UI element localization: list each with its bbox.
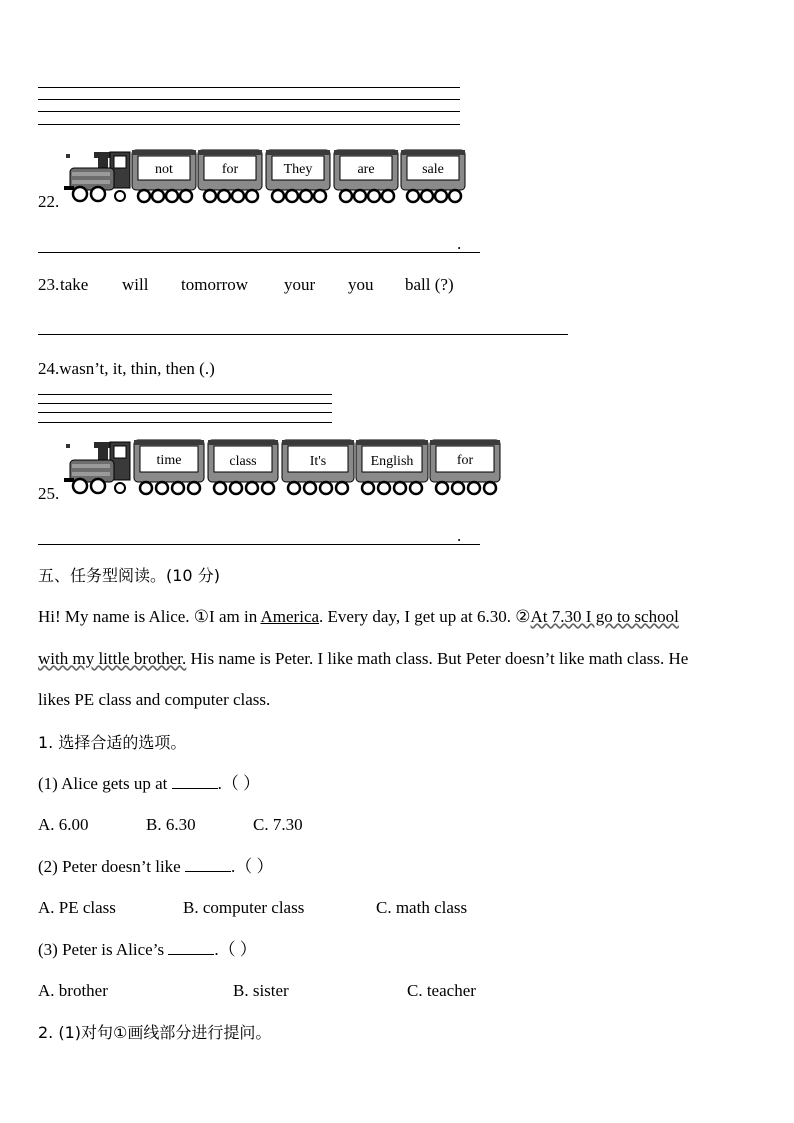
answer-blank[interactable] — [168, 940, 214, 955]
q2-option-a[interactable]: A. PE class — [38, 898, 116, 917]
task1-title: 1. 选择合适的选项。 — [38, 733, 187, 752]
q25-end-mark: . — [457, 526, 462, 545]
q22-word-1: not — [155, 162, 173, 177]
question-3-stem: (3) Peter is Alice’s .（ ） — [38, 940, 257, 959]
q25-word-4: English — [370, 454, 414, 469]
q23-word-1: take — [60, 275, 89, 294]
q3-option-a[interactable]: A. brother — [38, 981, 108, 1000]
passage-p1a: Hi! My name is Alice. ①I am in — [38, 607, 261, 626]
question-2-stem: (2) Peter doesn’t like .（ ） — [38, 857, 274, 876]
locomotive-icon — [64, 152, 130, 201]
q22-train — [58, 146, 470, 208]
q22-end-mark: . — [457, 234, 462, 253]
q3-option-b[interactable]: B. sister — [233, 981, 289, 1000]
q25-word-2: class — [229, 454, 257, 469]
q1-option-b[interactable]: B. 6.30 — [146, 815, 196, 834]
writing-line — [38, 422, 332, 423]
q22-word-5: sale — [422, 162, 444, 177]
q1-option-a[interactable]: A. 6.00 — [38, 815, 89, 834]
passage-p1b: . Every day, I get up at 6.30. ② — [319, 607, 531, 626]
writing-line — [38, 87, 460, 88]
q22-word-2: for — [221, 162, 239, 177]
passage-line-1 — [38, 607, 679, 627]
q24-line: 24.wasn’t, it, thin, then (.) — [38, 359, 215, 378]
q2-option-b[interactable]: B. computer class — [183, 898, 305, 917]
writing-line — [38, 111, 460, 112]
writing-line — [38, 124, 460, 125]
q2-option-c[interactable]: C. math class — [376, 898, 468, 917]
q23-answer-line[interactable] — [38, 334, 568, 335]
writing-line — [38, 412, 332, 413]
q25-number: 25. — [38, 484, 60, 503]
q22-answer-line[interactable] — [38, 252, 480, 253]
q22-word-3: They — [283, 162, 313, 177]
q23-word-3: tomorrow — [181, 275, 249, 294]
question-1-stem: (1) Alice gets up at .（ ） — [38, 774, 261, 793]
task2-title: 2. (1)对句①画线部分进行提问。 — [38, 1023, 272, 1042]
q22-number: 22. — [38, 192, 60, 211]
q22-word-4: are — [357, 162, 375, 177]
writing-line — [38, 403, 332, 404]
section5-heading: 五、任务型阅读。(10 分) — [38, 566, 220, 585]
q25-word-3: It's — [309, 454, 327, 469]
q25-word-1: time — [156, 453, 182, 468]
answer-blank[interactable] — [185, 857, 231, 872]
passage-underlined-america: America — [260, 607, 320, 626]
passage-p2b: His name is Peter. I like math class. But Peter doesn’t like math class. He — [186, 649, 689, 668]
writing-line — [38, 99, 460, 100]
passage-line-3: likes PE class and computer class. — [38, 690, 271, 709]
q23-word-5: you — [348, 275, 374, 294]
q23-word-2: will — [122, 275, 149, 294]
passage-line-2 — [38, 649, 688, 669]
q23-number: 23. — [38, 275, 60, 294]
q25-word-5: for — [456, 453, 474, 468]
q3-option-c[interactable]: C. teacher — [407, 981, 476, 1000]
q25-answer-line[interactable] — [38, 544, 480, 545]
passage-wavy-2: with my little brother. — [38, 649, 187, 668]
answer-blank[interactable] — [172, 774, 218, 789]
q25-train — [58, 436, 504, 500]
q1-option-c[interactable]: C. 7.30 — [253, 815, 303, 834]
q23-word-6: ball (?) — [405, 275, 454, 294]
q23-word-4: your — [284, 275, 316, 294]
writing-line — [38, 394, 332, 395]
locomotive-icon — [64, 442, 130, 493]
passage-wavy-1: At 7.30 I go to school — [530, 607, 679, 626]
